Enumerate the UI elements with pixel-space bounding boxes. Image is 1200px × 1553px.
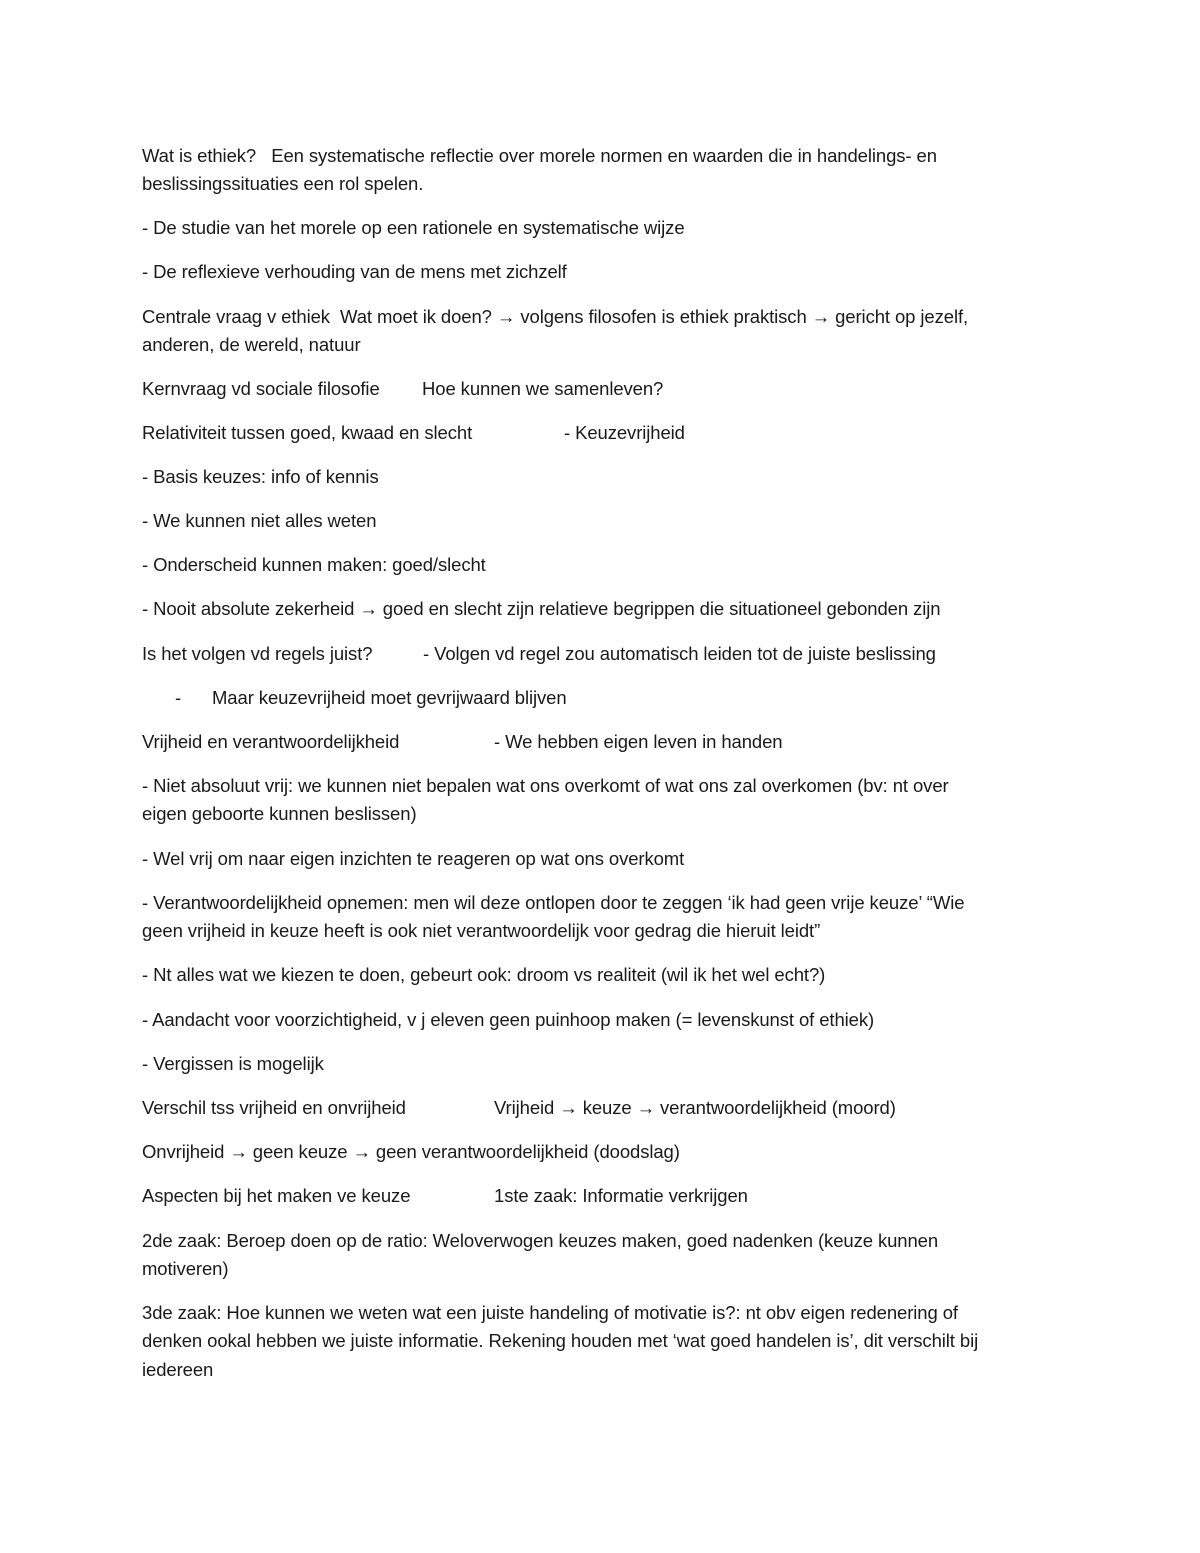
text-line: Verschil tss vrijheid en onvrijheid — [142, 1097, 406, 1118]
text-line: - Wel vrij om naar eigen inzichten te reageren op wat ons overkomt — [142, 848, 685, 869]
text-line: - We kunnen niet alles weten — [142, 510, 377, 531]
text-line: Aspecten bij het maken ve keuze — [142, 1185, 411, 1206]
text-line: - We hebben eigen leven in handen — [494, 731, 783, 752]
text-line: eigen geboorte kunnen beslissen) — [142, 803, 417, 824]
text-line: - De studie van het morele op een rationele en systematische wijze — [142, 217, 685, 238]
text-line: - Basis keuzes: info of kennis — [142, 466, 379, 487]
text-line: 1ste zaak: Informatie verkrijgen — [494, 1185, 748, 1206]
text-line: Onvrijheid → geen keuze → geen verantwoordelijkheid (doodslag) — [142, 1141, 680, 1162]
text-line: Vrijheid en verantwoordelijkheid — [142, 731, 400, 752]
text-line: Relativiteit tussen goed, kwaad en slecht — [142, 422, 473, 443]
text-line: denken ookal hebben we juiste informatie. Rekening houden met ‘wat goed handelen is’, dit verschilt bij — [142, 1330, 979, 1351]
text-line: Is het volgen vd regels juist? — [142, 643, 373, 664]
text-line: Centrale vraag v ethiek Wat moet ik doen? → volgens filosofen is ethiek praktisch → gericht op jezelf, — [142, 306, 969, 327]
text-line: Hoe kunnen we samenleven? — [422, 378, 664, 399]
text-line: - Verantwoordelijkheid opnemen: men wil deze ontlopen door te zeggen ‘ik had geen vrije keuze’ “Wie — [142, 892, 965, 913]
text-line: - Nooit absolute zekerheid → goed en slecht zijn relatieve begrippen die situationeel gebonden zijn — [142, 598, 941, 619]
text-line: Kernvraag vd sociale filosofie — [142, 378, 380, 399]
text-line: Vrijheid → keuze → verantwoordelijkheid (moord) — [494, 1097, 896, 1118]
text-line: - Nt alles wat we kiezen te doen, gebeurt ook: droom vs realiteit (wil ik het wel echt?) — [142, 964, 826, 985]
text-line: - Vergissen is mogelijk — [142, 1053, 324, 1074]
text-line: - Volgen vd regel zou automatisch leiden tot de juiste beslissing — [423, 643, 936, 664]
text-line: anderen, de wereld, natuur — [142, 334, 361, 355]
text-line: iedereen — [142, 1359, 214, 1380]
text-line: - Niet absoluut vrij: we kunnen niet bepalen wat ons overkomt of wat ons zal overkomen (bv: nt over — [142, 775, 949, 796]
text-line: geen vrijheid in keuze heeft is ook niet verantwoordelijk voor gedrag die hieruit leidt” — [142, 920, 821, 941]
text-line: - De reflexieve verhouding van de mens met zichzelf — [142, 261, 567, 282]
text-line: - Keuzevrijheid — [564, 422, 685, 443]
text-line: - Onderscheid kunnen maken: goed/slecht — [142, 554, 486, 575]
text-line: 2de zaak: Beroep doen op de ratio: Weloverwogen keuzes maken, goed nadenken (keuze kunnen — [142, 1230, 939, 1251]
text-line: beslissingssituaties een rol spelen. — [142, 173, 424, 194]
text-line: - Aandacht voor voorzichtigheid, v j eleven geen puinhoop maken (= levenskunst of ethiek) — [142, 1009, 875, 1030]
list-bullet: - — [175, 687, 182, 708]
text-line: Wat is ethiek? Een systematische reflectie over morele normen en waarden die in handelings- en — [142, 145, 937, 166]
text-line: motiveren) — [142, 1258, 229, 1279]
text-line: 3de zaak: Hoe kunnen we weten wat een juiste handeling of motivatie is?: nt obv eigen redenering of — [142, 1302, 958, 1323]
text-line: Maar keuzevrijheid moet gevrijwaard blijven — [212, 687, 567, 708]
